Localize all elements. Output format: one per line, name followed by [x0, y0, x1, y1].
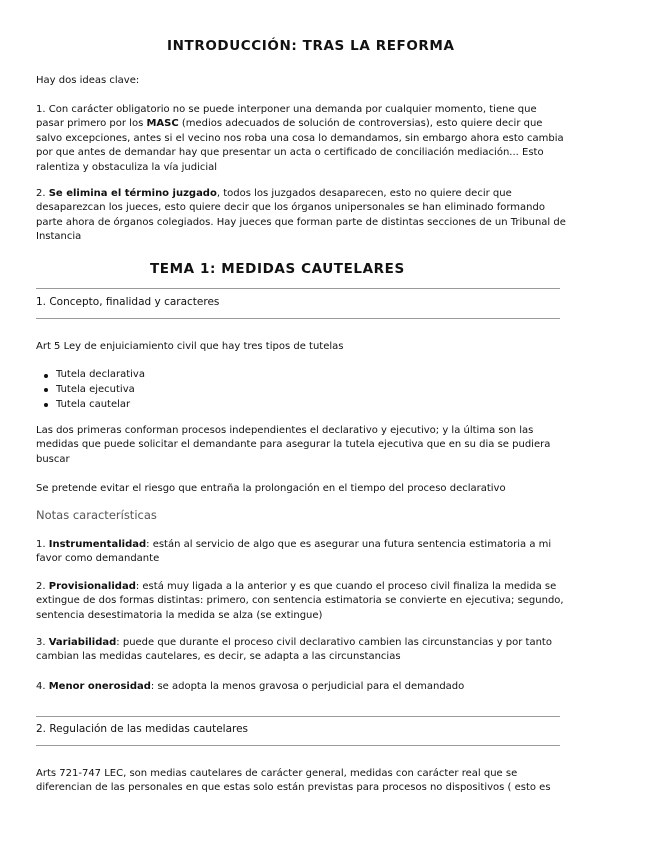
section-divider	[36, 745, 560, 746]
nota-2: 2. Provisionalidad: está muy ligada a la anterior y es que cuando el proceso civil finaliza la medida se extingue de dos formas distintas: primero, con sentencia estimatoria se convierte en ejecutiva; segundo, sentencia desestimatoria la medida se alza (se extingue)	[36, 581, 564, 621]
intro-paragraph-1: 1. Con carácter obligatorio no se puede interponer una demanda por cualquier momento, tiene que pasar primero por los MASC (medios adecuados de solución de controversias), esto quiere decir que salvo excepciones, antes si el vecino nos roba una cosa lo demandamos, sin embargo ahora esto cambia por que antes de demandar hay que presentar un acta o certificado de conciliación mediación... Esto ralentiza y obstaculiza la vía judicial	[36, 104, 564, 173]
list-item: Tutela cautelar	[36, 398, 145, 413]
bullet-icon	[44, 388, 48, 392]
dos-primeras-paragraph: Las dos primeras conforman procesos independientes el declarativo y ejecutivo; y la última son las medidas que puede solicitar el demandante para asegurar la tutela ejecutiva que en su dia se pudiera buscar	[36, 425, 551, 465]
juzgado-term: Se elimina el término juzgado	[48, 188, 217, 199]
intro-lead: Hay dos ideas clave:	[36, 75, 140, 86]
arts-paragraph: Arts 721-747 LEC, son medias cautelares de carácter general, medidas con carácter real que se diferencian de las personales en que estas solo están previstas para procesos no dispositivos ( esto es	[36, 768, 551, 794]
section-divider	[36, 318, 560, 319]
section-divider	[36, 288, 560, 289]
nota-3: 3. Variabilidad: puede que durante el proceso civil declarativo cambien las circunstancias y por tanto cambian las medidas cautelares, es decir, se adapta a las circunstancias	[36, 637, 552, 663]
intro-title: INTRODUCCIÓN: TRAS LA REFORMA	[167, 38, 455, 54]
section-1-heading: 1. Concepto, finalidad y caracteres	[36, 296, 220, 308]
section-divider	[36, 716, 560, 717]
list-item: Tutela declarativa	[36, 368, 145, 383]
riesgo-paragraph: Se pretende evitar el riesgo que entraña la prolongación en el tiempo del proceso declarativo	[36, 483, 506, 494]
tema-title: TEMA 1: MEDIDAS CAUTELARES	[150, 261, 405, 277]
art5-paragraph: Art 5 Ley de enjuiciamiento civil que hay tres tipos de tutelas	[36, 341, 344, 352]
masc-term: MASC	[146, 118, 179, 130]
nota-1: 1. Instrumentalidad: están al servicio de algo que es asegurar una futura sentencia estimatoria a mi favor como demandante	[36, 539, 552, 565]
bullet-icon	[44, 374, 48, 378]
notas-heading: Notas características	[36, 508, 157, 522]
bullet-icon	[44, 403, 48, 407]
tutelas-list	[36, 368, 145, 412]
nota-4: 4. Menor onerosidad: se adopta la menos gravosa o perjudicial para el demandado	[36, 681, 465, 692]
list-item: Tutela ejecutiva	[36, 383, 145, 398]
section-2-heading: 2. Regulación de las medidas cautelares	[36, 723, 249, 735]
intro-paragraph-2: 2. Se elimina el término juzgado, todos los juzgados desaparecen, esto no quiere decir que desaparezcan los jueces, esto quiere decir que los órganos unipersonales se han eliminado formando parte ahora de órganos colegiados. Hay jueces que forman parte de distintas secciones de un Tribunal de Instancia	[36, 188, 566, 243]
